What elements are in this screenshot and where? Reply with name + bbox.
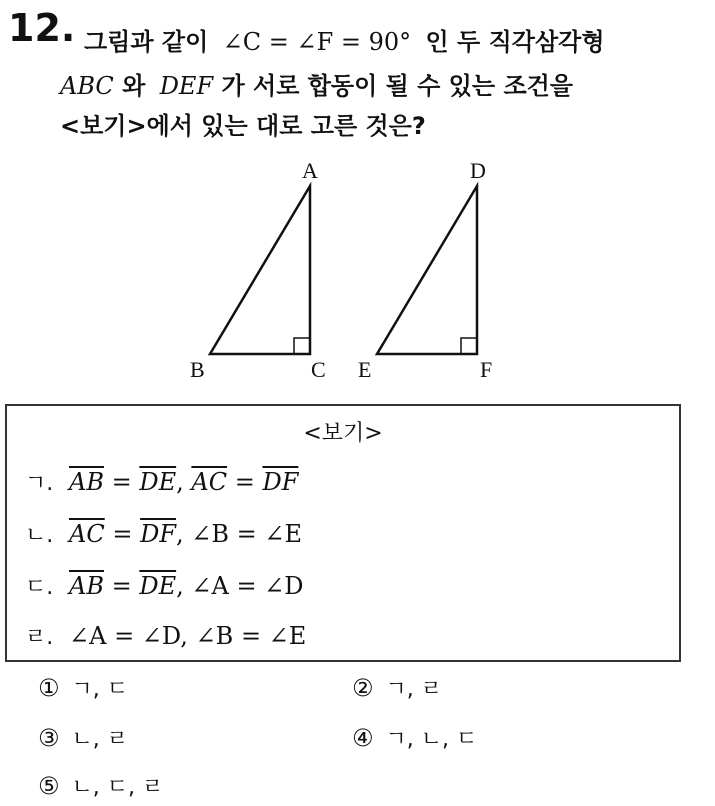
- choice-5[interactable]: [38, 770, 163, 801]
- bogi-item-2: [25, 518, 302, 549]
- separator: ,: [176, 468, 192, 496]
- choice-2[interactable]: [352, 672, 442, 703]
- equals: =: [104, 520, 141, 548]
- question-text-1a: 그림과 같이: [84, 28, 209, 56]
- triangle-figure: [0, 150, 715, 390]
- label-f: F: [480, 357, 493, 382]
- triangle-abc-name: ABC: [60, 72, 114, 100]
- triangle-def: [358, 158, 492, 382]
- question-text-2b: 가 서로 합동이 될 수 있는 조건을: [221, 72, 573, 100]
- choice-number: ③: [38, 724, 60, 752]
- question-text-1b: 인 두 직각삼각형: [425, 28, 605, 56]
- angle-condition: , ∠A = ∠D: [176, 572, 304, 600]
- segment: $\overline{DE}$: [139, 468, 177, 496]
- choice-text: ㄱ, ㄹ: [385, 677, 443, 702]
- choice-3[interactable]: [38, 722, 128, 753]
- bogi-mark: ㄱ.: [25, 471, 54, 496]
- angle-condition: , ∠B = ∠E: [175, 520, 302, 548]
- segment: $\overline{DF}$: [262, 468, 299, 496]
- choice-number: ⑤: [38, 772, 60, 800]
- segment: $\overline{AC}$: [69, 520, 105, 548]
- choice-number: ①: [38, 674, 60, 702]
- question-line-3: <보기>에서 있는 대로 고른 것은?: [60, 112, 426, 140]
- triangle-abc: [190, 158, 326, 382]
- angle-condition: ∠C = ∠F = 90°: [222, 28, 412, 56]
- bogi-title: <보기>: [303, 421, 383, 446]
- choice-text: ㄴ, ㄷ, ㄹ: [71, 775, 164, 800]
- equals: =: [103, 572, 140, 600]
- choice-number: ②: [352, 674, 374, 702]
- triangle-abc-shape: [210, 186, 310, 354]
- label-a: A: [302, 158, 318, 183]
- bogi-mark: ㄴ.: [25, 523, 54, 548]
- bogi-item-4: [25, 620, 306, 651]
- segment: $\overline{DE}$: [139, 572, 177, 600]
- label-d: D: [470, 158, 486, 183]
- bogi-mark: ㄷ.: [25, 575, 54, 600]
- label-b: B: [190, 357, 205, 382]
- choice-text: ㄱ, ㄴ, ㄷ: [385, 727, 478, 752]
- equals: =: [103, 468, 140, 496]
- equals: =: [227, 468, 263, 496]
- question-line-2: [60, 66, 573, 101]
- right-angle-mark-f: [461, 338, 477, 354]
- question-line-1: [84, 22, 605, 57]
- bogi-item-1: [25, 466, 298, 497]
- segment: $\overline{AB}$: [69, 468, 104, 496]
- bogi-box: [5, 404, 681, 662]
- choice-number: ④: [352, 724, 374, 752]
- choice-text: ㄴ, ㄹ: [71, 727, 129, 752]
- label-c: C: [311, 357, 326, 382]
- question-number: 12.: [8, 6, 76, 50]
- question-text-2a: 와: [122, 72, 146, 100]
- segment: $\overline{AB}$: [69, 572, 104, 600]
- label-e: E: [358, 357, 372, 382]
- angle-condition: ∠A = ∠D, ∠B = ∠E: [69, 622, 307, 650]
- choice-text: ㄱ, ㄷ: [71, 677, 129, 702]
- choice-4[interactable]: [352, 722, 477, 753]
- triangle-def-shape: [377, 186, 477, 354]
- segment: $\overline{DF}$: [140, 520, 176, 548]
- choice-1[interactable]: [38, 672, 128, 703]
- bogi-item-3: [25, 570, 304, 601]
- right-angle-mark-c: [294, 338, 310, 354]
- triangle-def-name: DEF: [159, 72, 214, 100]
- segment: $\overline{AC}$: [191, 468, 228, 496]
- bogi-mark: ㄹ.: [25, 625, 54, 650]
